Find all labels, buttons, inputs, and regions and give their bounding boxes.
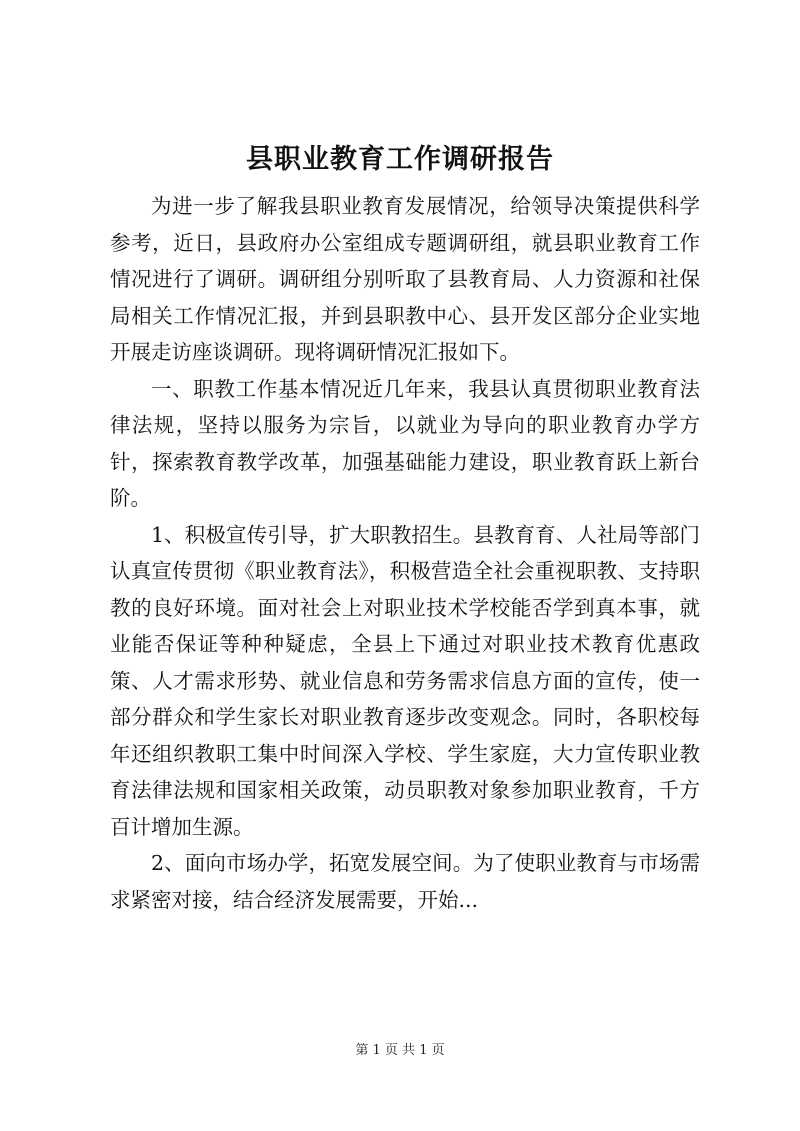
paragraph-section-1: 一、职教工作基本情况近几年来，我县认真贯彻职业教育法律法规，坚持以服务为宗旨，以就业为导向的职业教育办学方针，探索教育教学改革，加强基础能力建设，职业教育跃上新台阶。 (110, 376, 700, 510)
page-footer: 第 1 页 共 1 页 (355, 1043, 445, 1058)
document-body (110, 188, 700, 918)
document-title: 县职业教育工作调研报告 (246, 144, 554, 175)
paragraph-item-2: 2、面向市场办学，拓宽发展空间。为了使职业教育与市场需求紧密对接，结合经济发展需要，开始... (110, 851, 700, 912)
paragraph-item-1: 1、积极宣传引导，扩大职教招生。县教育育、人社局等部门认真宣传贯彻《职业教育法》，积极营造全社会重视职教、支持职教的良好环境。面对社会上对职业技术学校能否学到真本事，就业能否保证等种种疑虑，全县上下通过对职业技术教育优惠政策、人才需求形势、就业信息和劳务需求信息方面的宣传，使一部分群众和学生家长对职业教育逐步改变观念。同时，各职校每年还组织教职工集中时间深入学校、学生家庭，大力宣传职业教育法律法规和国家相关政策，动员职教对象参加职业教育，千方百计增加生源。 (110, 522, 700, 839)
paragraph-intro: 为进一步了解我县职业教育发展情况，给领导决策提供科学参考，近日，县政府办公室组成专题调研组，就县职业教育工作情况进行了调研。调研组分别听取了县教育局、人力资源和社保局相关工作情况汇报，并到县职教中心、县开发区部分企业实地开展走访座谈调研。现将调研情况汇报如下。 (110, 194, 700, 364)
